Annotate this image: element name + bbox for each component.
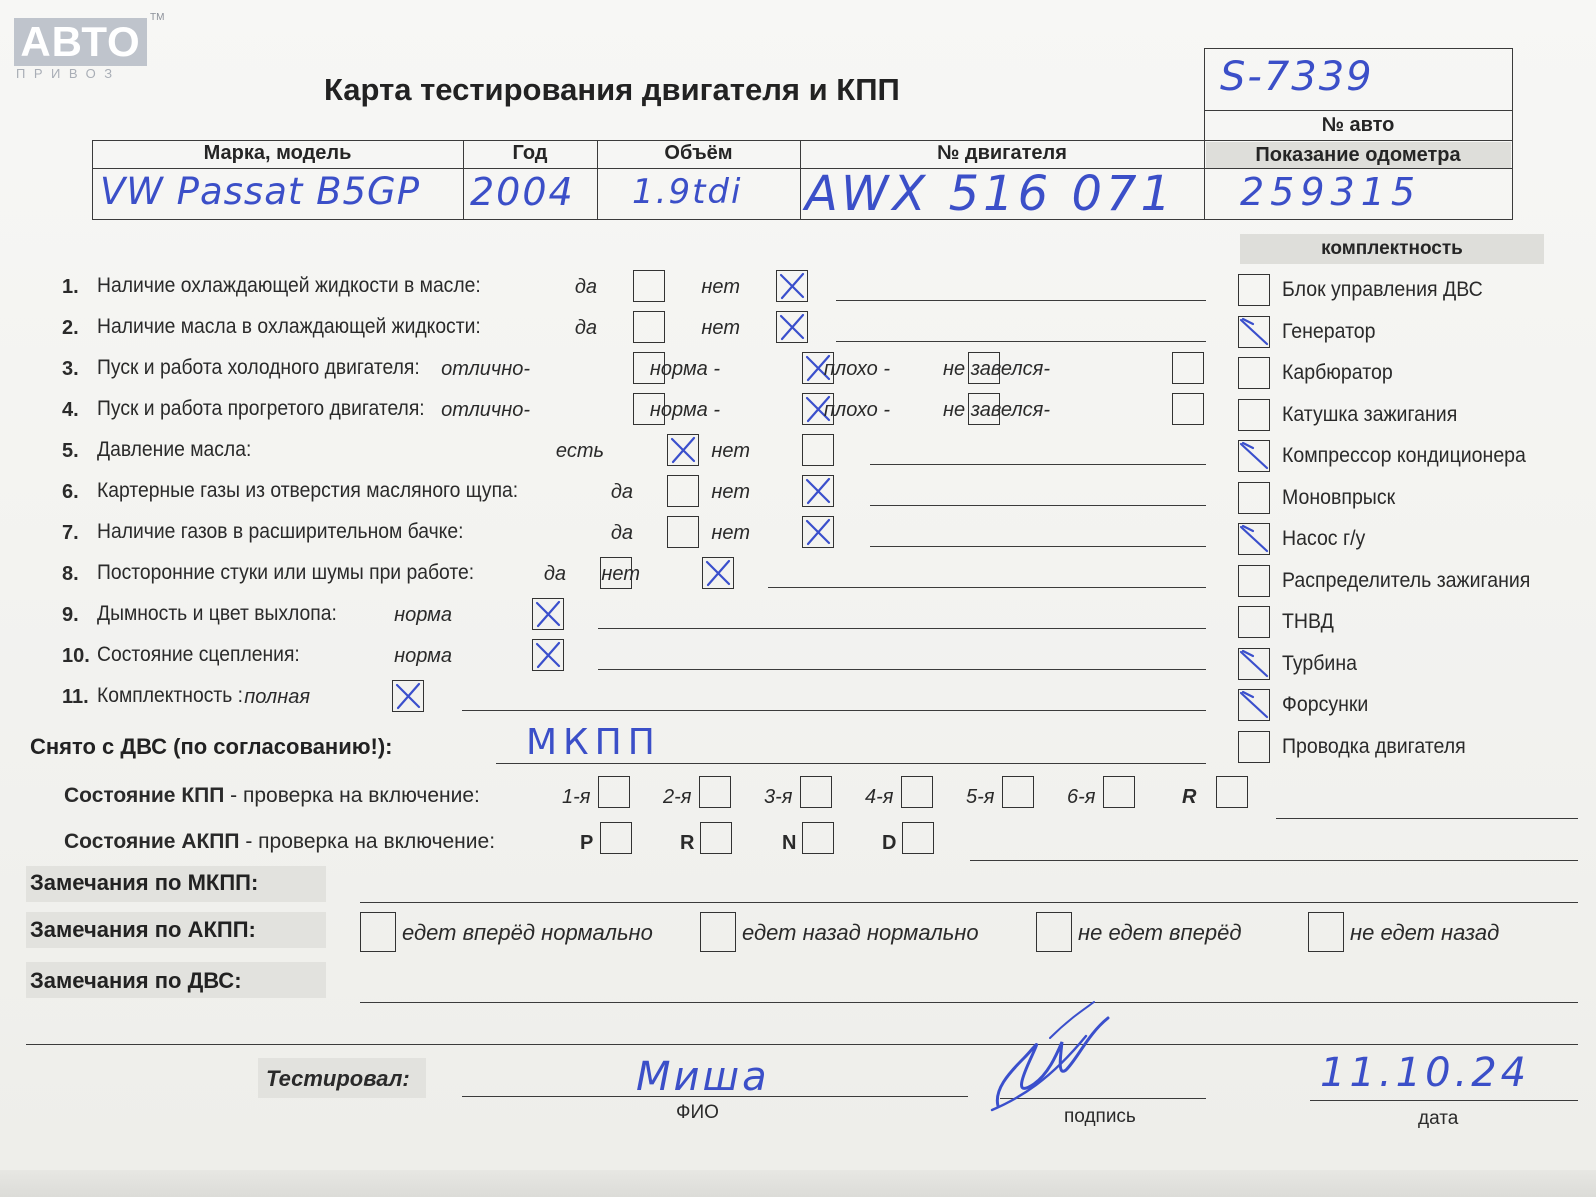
checkmark-x-icon [801,515,835,549]
page-title: Карта тестирования двигателя и КПП [324,72,900,107]
question-number: 7. [62,522,79,544]
akpp-remark-option-label: едет назад нормально [742,920,979,945]
checkbox-q5-opt2[interactable] [802,434,834,466]
question-number: 10. [62,645,90,667]
completeness-checkbox-2[interactable] [1238,316,1270,348]
option-label: нет [711,481,750,503]
completeness-checkbox-9[interactable] [1238,606,1270,638]
checkmark-x-icon [1237,439,1271,473]
odometer-value: 259315 [1240,170,1422,214]
question-number: 4. [62,399,79,421]
odometer-header: Показание одометра [1255,144,1461,166]
completeness-checkbox-3[interactable] [1238,357,1270,389]
akpp-remark-checkbox-1[interactable] [360,912,396,952]
removed-value: МКПП [526,722,661,763]
akpp-remark-checkbox-4[interactable] [1308,912,1344,952]
checkmark-x-icon [531,638,565,672]
brand-model-header: Марка, модель [203,142,352,164]
completeness-checkbox-1[interactable] [1238,274,1270,306]
checkbox-q7-opt2[interactable] [802,516,834,548]
engine-number-value: AWX 516 071 [805,166,1176,222]
checkmark-x-icon [1237,647,1271,681]
option-label: отлично- [441,358,530,380]
checkbox-q2-opt2[interactable] [776,311,808,343]
checkbox-q7-opt1[interactable] [667,516,699,548]
gear-checkbox-3[interactable] [800,776,832,808]
question-text: Пуск и работа холодного двигателя: [97,356,420,379]
akpp-label: Состояние АКПП - проверка на включение: [64,830,496,853]
completeness-item-label: Компрессор кондиционера [1282,444,1526,467]
avtoprivoz-logo: АВТО [14,18,147,66]
option-label: норма [394,645,452,667]
option-label: нет [711,522,750,544]
checkmark-x-icon [1237,688,1271,722]
question-text: Давление масла: [97,438,252,461]
checkbox-q2-opt1[interactable] [633,311,665,343]
completeness-item-label: Турбина [1282,651,1357,675]
option-label: нет [711,440,750,462]
logo-trademark: ТМ [150,12,165,23]
completeness-item-label: Проводка двигателя [1282,734,1466,758]
completeness-item-label: Блок управления ДВС [1282,278,1483,301]
option-label: да [574,317,597,339]
question-number: 11. [62,686,89,708]
completeness-title: комплектность [1321,238,1463,259]
signature-caption: подпись [1064,1106,1136,1127]
completeness-checkbox-8[interactable] [1238,565,1270,597]
gear-label: 6-я [1067,786,1096,808]
car-number-header: № авто [1321,114,1395,136]
remarks-akpp-label: Замечания по АКПП: [30,917,256,942]
completeness-item-label: ТНВД [1282,610,1334,633]
checkbox-q1-opt2[interactable] [776,270,808,302]
gear-label: 2-я [663,786,692,808]
completeness-checkbox-5[interactable] [1238,440,1270,472]
question-text: Наличие масла в охлаждающей жидкости: [97,315,481,338]
completeness-checkbox-11[interactable] [1238,689,1270,721]
completeness-item-label: Катушка зажигания [1282,402,1458,426]
checkbox-q4-opt4[interactable] [1172,393,1204,425]
tested-by-label: Тестировал: [266,1066,410,1091]
option-label: норма - [649,358,720,380]
option-label: нет [601,563,640,585]
question-text: Дымность и цвет выхлопа: [97,602,337,625]
brand-model-value: VW Passat B5GP [100,170,421,213]
completeness-item-label: Форсунки [1282,693,1369,716]
checkmark-x-icon [1237,522,1271,556]
year-value: 2004 [470,170,575,214]
checkbox-q8-opt2[interactable] [702,557,734,589]
question-text: Посторонние стуки или шумы при работе: [97,561,475,584]
completeness-checkbox-10[interactable] [1238,648,1270,680]
volume-header: Объём [664,142,733,164]
checkbox-q3-opt4[interactable] [1172,352,1204,384]
option-label: да [574,276,597,298]
completeness-checkbox-12[interactable] [1238,731,1270,763]
option-label: да [610,481,633,503]
checkmark-x-icon [775,310,809,344]
gear-label: 4-я [865,786,894,808]
option-label: отлично- [441,399,530,421]
question-number: 3. [62,358,79,380]
completeness-checkbox-7[interactable] [1238,523,1270,555]
question-text: Комплектность : [97,684,244,707]
akpp-remark-option-label: не едет назад [1350,920,1500,945]
checkmark-x-icon [775,269,809,303]
option-label: нет [701,276,740,298]
completeness-checkbox-6[interactable] [1238,482,1270,514]
gear-checkbox-1[interactable] [598,776,630,808]
engine-number-header: № двигателя [937,142,1067,164]
question-text: Картерные газы из отверстия масляного щупа: [97,479,519,502]
akpp-remark-checkbox-2[interactable] [700,912,736,952]
removed-label: Снято с ДВС (по согласованию!): [30,734,393,759]
completeness-item-label: Карбюратор [1282,361,1393,384]
checkbox-q6-opt1[interactable] [667,475,699,507]
option-label: да [543,563,566,585]
question-text: Наличие газов в расширительном бачке: [97,520,464,543]
option-label: норма [394,604,452,626]
option-label: нет [701,317,740,339]
option-label: не завелся- [943,399,1050,421]
completeness-item-label: Насос г/у [1282,527,1366,550]
gear-label: R [1182,786,1197,808]
checkbox-q11-opt1[interactable] [392,680,424,712]
completeness-item-label: Генератор [1282,319,1376,343]
remarks-dvs-label: Замечания по ДВС: [30,968,242,993]
question-number: 5. [62,440,79,462]
question-number: 6. [62,481,79,503]
option-label: есть [555,440,604,462]
gear-checkbox-6[interactable] [1103,776,1135,808]
page-edge [0,1170,1596,1197]
question-text: Пуск и работа прогретого двигателя: [97,397,425,420]
remarks-mkpp-label: Замечания по МКПП: [30,870,259,895]
option-label: норма - [649,399,720,421]
checkmark-x-icon [531,597,565,631]
question-number: 8. [62,563,79,585]
checkmark-x-icon [666,433,700,467]
akpp-mode-checkbox-1[interactable] [600,822,632,854]
akpp-mode-label: N [782,832,797,854]
checkmark-x-icon [701,556,735,590]
checkbox-q6-opt2[interactable] [802,475,834,507]
signature-mark [990,998,1130,1116]
akpp-mode-checkbox-4[interactable] [902,822,934,854]
gear-checkbox-2[interactable] [699,776,731,808]
completeness-item-label: Моновпрыск [1282,485,1396,509]
checkmark-x-icon [1237,315,1271,349]
akpp-remark-checkbox-3[interactable] [1036,912,1072,952]
akpp-mode-label: D [882,832,897,854]
completeness-checkbox-4[interactable] [1238,399,1270,431]
question-number: 1. [62,276,79,298]
option-label: не завелся- [943,358,1050,380]
checkbox-q5-opt1[interactable] [667,434,699,466]
question-text: Состояние сцепления: [97,643,300,666]
option-label: плохо - [823,358,890,380]
gear-label: 3-я [764,786,793,808]
tester-name-value: Миша [636,1054,770,1100]
akpp-mode-checkbox-2[interactable] [700,822,732,854]
checkmark-x-icon [391,679,425,713]
fio-caption: ФИО [676,1102,719,1123]
akpp-mode-label: P [580,832,594,854]
akpp-mode-checkbox-3[interactable] [802,822,834,854]
volume-value: 1.9tdi [632,172,743,212]
gear-label: 1-я [562,786,591,808]
checkbox-q10-opt1[interactable] [532,639,564,671]
date-value: 11.10.24 [1320,1050,1531,1096]
logo-subtitle: ПРИВОЗ [16,66,121,81]
gear-checkbox-7[interactable] [1216,776,1248,808]
date-caption: дата [1418,1108,1459,1129]
question-text: Наличие охлаждающей жидкости в масле: [97,274,481,297]
option-label: полная [244,686,310,708]
gear-checkbox-5[interactable] [1002,776,1034,808]
question-number: 2. [62,317,79,339]
gear-label: 5-я [966,786,995,808]
akpp-remark-option-label: едет вперёд нормально [402,920,653,945]
year-header: Год [512,142,548,164]
checkbox-q9-opt1[interactable] [532,598,564,630]
question-number: 9. [62,604,79,626]
akpp-mode-label: R [680,832,695,854]
checkmark-x-icon [801,474,835,508]
gear-checkbox-4[interactable] [901,776,933,808]
completeness-item-label: Распределитель зажигания [1282,568,1531,592]
car-number-value: S-7339 [1220,54,1374,100]
akpp-remark-option-label: не едет вперёд [1078,920,1242,945]
option-label: плохо - [823,399,890,421]
kpp-label: Состояние КПП - проверка на включение: [64,784,480,807]
option-label: да [610,522,633,544]
checkbox-q1-opt1[interactable] [633,270,665,302]
